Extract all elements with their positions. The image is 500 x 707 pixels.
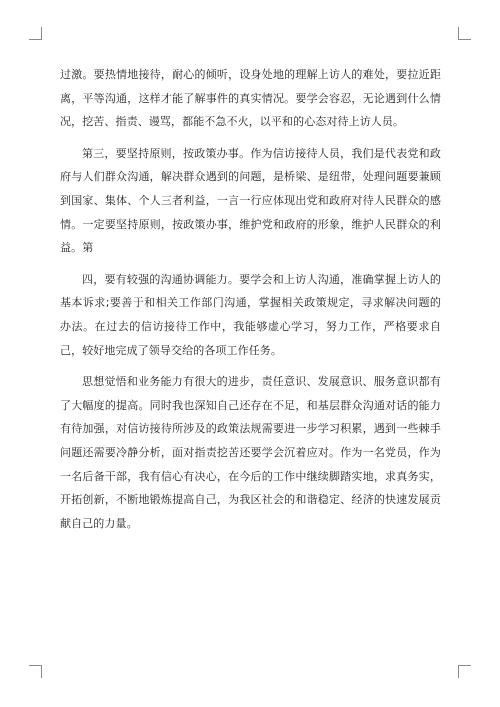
crop-mark-top-left	[29, 27, 42, 40]
crop-mark-top-right	[458, 27, 471, 40]
paragraph-3: 四，要有较强的沟通协调能力。要学会和上访人沟通，准确掌握上访人的基本诉求;要善于和相关工作部门沟通，掌握相关政策规定，寻求解决问题的办法。在过去的信访接待工作中，我能够虚心学习，努力工作，严格要求自己，较好地完成了领导交给的各项工作任务。	[60, 272, 441, 357]
document-body	[60, 63, 441, 535]
crop-mark-bottom-right	[458, 665, 471, 678]
paragraph-4: 思想觉悟和业务能力有很大的进步，责任意识、发展意识、服务意识都有了大幅度的提高。同时我也深知自己还存在不足，和基层群众沟通对话的能力有待加强，对信访接待所涉及的政策法规需要进一步学习积累，遇到一些棘手问题还需要冷静分析，面对指责挖苦还要学会沉着应对。作为一名党员，作为一名后备干部，我有信心有决心，在今后的工作中继续脚踏实地，求真务实，开拓创新，不断地锻炼提高自己，为我区社会的和谐稳定、经济的快速发展贡献自己的力量。	[60, 375, 441, 530]
crop-mark-bottom-left	[29, 665, 42, 678]
paragraph-1: 过激。要热情地接待，耐心的倾听，设身处地的理解上访人的难处，要拉近距离，平等沟通，这样才能了解事件的真实情况。要学会容忍，无论遇到什么情况，挖苦、指责、谩骂，都能不急不火，以平和的心态对待上访人员。	[60, 68, 441, 129]
paragraph-2: 第三，要坚持原则，按政策办事。作为信访接待人员，我们是代表党和政府与人们群众沟通，解决群众遇到的问题，是桥梁、是纽带，处理问题要兼顾到国家、集体、个人三者利益，一言一行应体现出党和政府对待人民群众的感情。一定要坚持原则，按政策办事，维护党和政府的形象，维护人民群众的利益。第	[60, 146, 441, 255]
